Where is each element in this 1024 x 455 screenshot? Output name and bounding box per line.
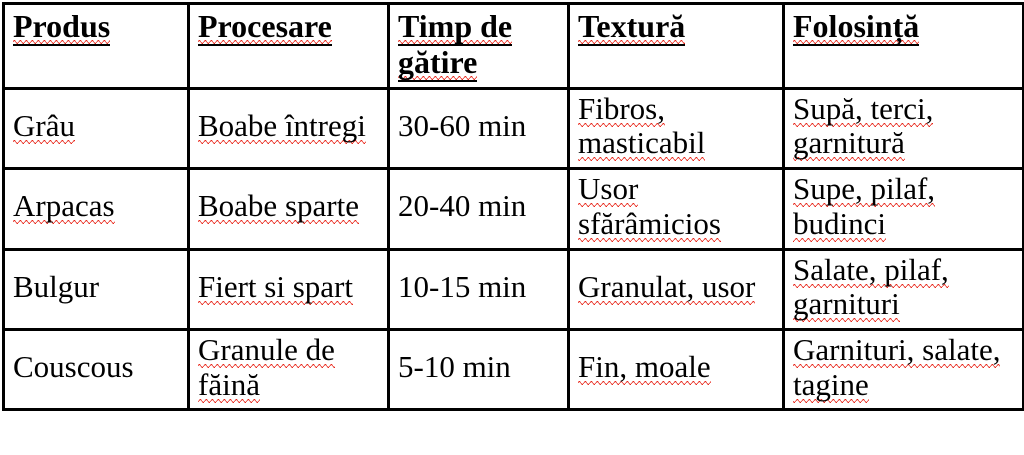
cell-folosinta xyxy=(784,329,1024,409)
cell-timp-text: 10-15 min xyxy=(398,268,527,304)
cell-folosinta-text: Garnituri, salate, tagine xyxy=(793,331,1001,402)
cell-textura xyxy=(569,88,784,168)
grain-comparison-table xyxy=(2,2,1024,411)
cell-procesare-text: Granule de făină xyxy=(198,331,335,402)
cell-procesare xyxy=(189,329,389,409)
cell-timp-text: 5-10 min xyxy=(398,349,511,385)
cell-procesare-text: Boabe întregi xyxy=(198,108,366,144)
cell-folosinta xyxy=(784,249,1024,329)
cell-produs xyxy=(4,169,189,249)
table-row xyxy=(4,88,1024,168)
table-row xyxy=(4,329,1024,409)
cell-textura xyxy=(569,329,784,409)
cell-textura-text: Usor sfărâmicios xyxy=(578,171,721,241)
cell-timp xyxy=(389,88,569,168)
document-body xyxy=(0,2,1024,455)
cell-timp xyxy=(389,169,569,249)
cell-produs-text: Couscous xyxy=(13,349,134,385)
cell-timp-text: 20-40 min xyxy=(398,188,527,224)
cell-textura-text: Fibros, masticabil xyxy=(578,90,706,161)
cell-produs-text: Bulgur xyxy=(13,268,100,304)
cell-folosinta xyxy=(784,88,1024,168)
cell-timp-text: 30-60 min xyxy=(398,108,527,144)
column-header-folosinta-label: Folosință xyxy=(793,8,920,44)
cell-procesare-text: Boabe sparte xyxy=(198,188,359,224)
cell-textura-text: Granulat, usor xyxy=(578,268,756,304)
cell-procesare-text: Fiert si spart xyxy=(198,268,353,304)
cell-folosinta xyxy=(784,169,1024,249)
cell-produs xyxy=(4,88,189,168)
cell-textura xyxy=(569,169,784,249)
cell-textura xyxy=(569,249,784,329)
column-header-timp-label: Timp de gătire xyxy=(398,8,513,80)
cell-produs xyxy=(4,329,189,409)
column-header-procesare xyxy=(189,4,389,89)
cell-timp xyxy=(389,249,569,329)
column-header-procesare-label: Procesare xyxy=(198,8,332,44)
table-header xyxy=(4,4,1024,89)
column-header-textura-label: Textură xyxy=(578,8,686,44)
cell-produs xyxy=(4,249,189,329)
cell-procesare xyxy=(189,249,389,329)
cell-procesare xyxy=(189,88,389,168)
table-body xyxy=(4,88,1024,410)
cell-folosinta-text: Supe, pilaf, budinci xyxy=(793,171,936,241)
cell-folosinta-text: Supă, terci, garnitură xyxy=(793,90,934,161)
column-header-folosinta xyxy=(784,4,1024,89)
table-row xyxy=(4,169,1024,249)
column-header-produs xyxy=(4,4,189,89)
cell-produs-text: Grâu xyxy=(13,108,75,144)
column-header-timp xyxy=(389,4,569,89)
cell-folosinta-text: Salate, pilaf, garnituri xyxy=(793,251,949,322)
table-row xyxy=(4,249,1024,329)
cell-procesare xyxy=(189,169,389,249)
table-header-row xyxy=(4,4,1024,89)
column-header-textura xyxy=(569,4,784,89)
cell-produs-text: Arpacas xyxy=(13,188,115,224)
column-header-produs-label: Produs xyxy=(13,8,111,44)
cell-timp xyxy=(389,329,569,409)
cell-textura-text: Fin, moale xyxy=(578,349,711,385)
